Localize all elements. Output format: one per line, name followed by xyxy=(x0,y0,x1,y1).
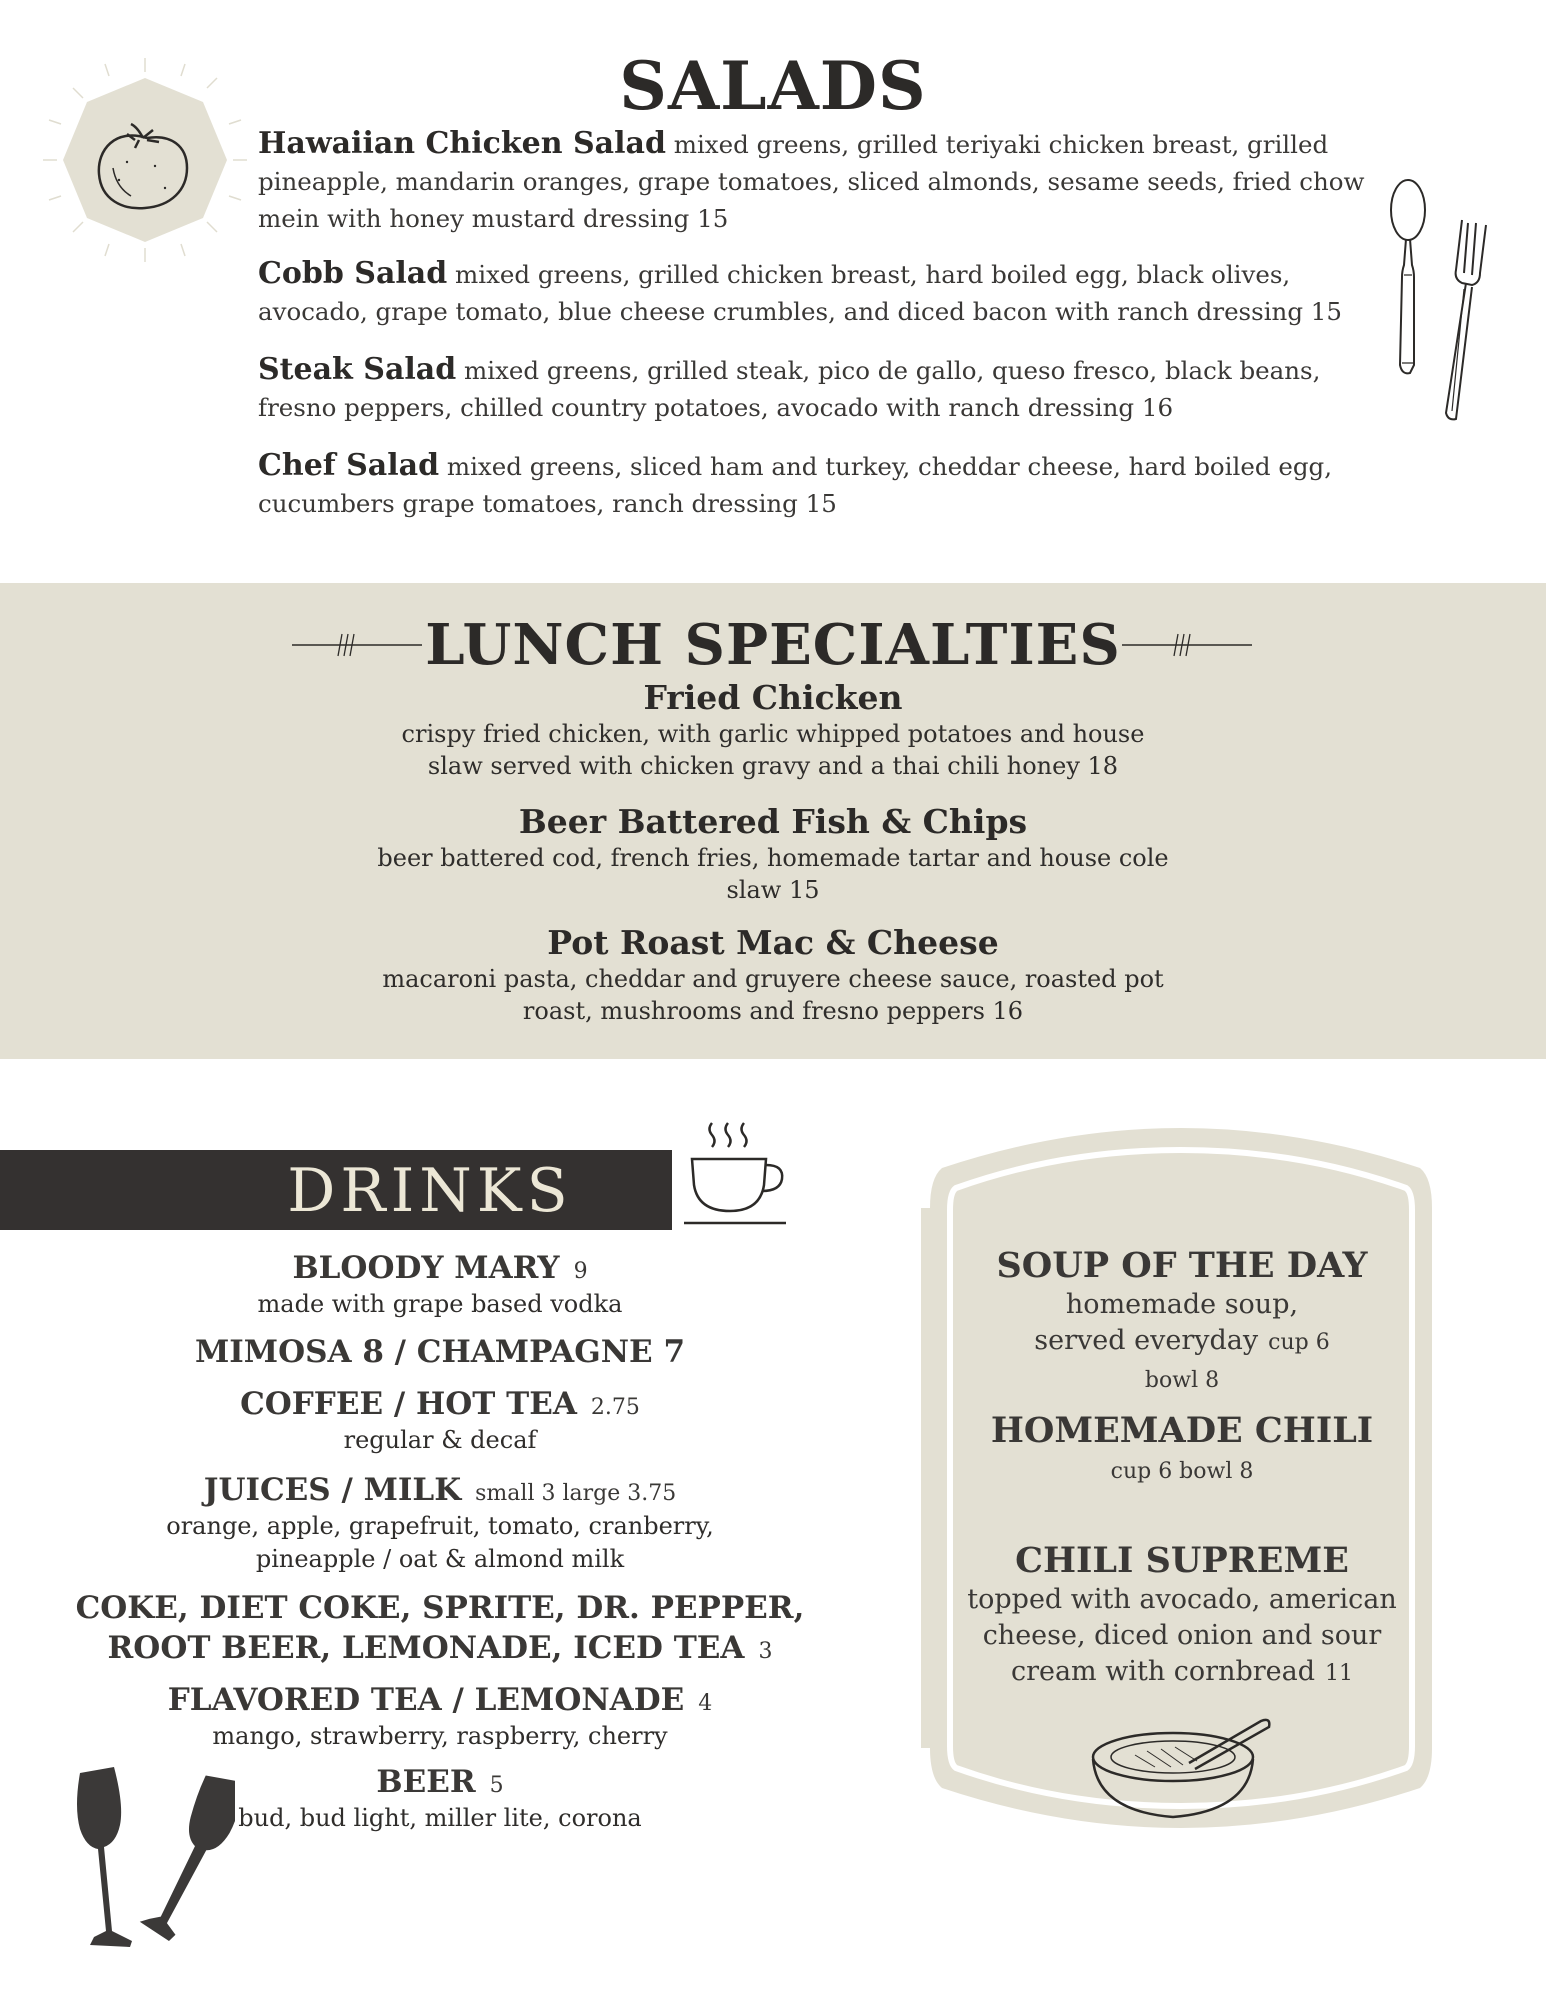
coffee-cup-icon xyxy=(682,1115,797,1230)
lunch-item-fried-chicken xyxy=(373,678,1173,782)
drink-price: 4 xyxy=(698,1691,713,1716)
drink-desc: regular & decaf xyxy=(343,1426,537,1454)
drinks-heading: DRINKS xyxy=(287,1156,573,1226)
drink-price: small 3 large 3.75 xyxy=(475,1481,677,1506)
soup-price: cup 6 bowl 8 xyxy=(1144,1330,1330,1393)
drink-desc: mango, strawberry, raspberry, cherry xyxy=(212,1722,668,1750)
lunch-name: Beer Battered Fish & Chips xyxy=(518,802,1028,841)
lunch-desc: beer battered cod, french fries, homemade tartar and house cole slaw 15 xyxy=(377,844,1169,904)
soup-name: SOUP OF THE DAY xyxy=(996,1245,1368,1286)
soup-desc: homemade soup, served everyday xyxy=(1034,1289,1299,1356)
salad-name: Hawaiian Chicken Salad xyxy=(258,126,666,161)
lunch-name: Fried Chicken xyxy=(643,678,903,717)
drink-item-juices xyxy=(70,1470,810,1576)
drink-item-sodas xyxy=(60,1588,820,1668)
drink-name: FLAVORED TEA / LEMONADE xyxy=(167,1682,685,1718)
drink-name: COFFEE / HOT TEA xyxy=(240,1386,577,1422)
spoon-fork-icon xyxy=(1380,175,1500,425)
lunch-item-fish-chips xyxy=(373,802,1173,906)
salad-name: Cobb Salad xyxy=(258,256,448,291)
soup-item-soup-of-day xyxy=(962,1245,1402,1399)
champagne-glasses-icon xyxy=(50,1765,235,1965)
lunch-name: Pot Roast Mac & Cheese xyxy=(547,923,999,962)
soup-item-chili-supreme xyxy=(952,1540,1412,1692)
drink-desc: made with grape based vodka xyxy=(257,1290,623,1318)
soup-name: CHILI SUPREME xyxy=(1015,1540,1349,1581)
salad-name: Steak Salad xyxy=(258,352,457,387)
drink-item-flavored-tea xyxy=(70,1680,810,1753)
drink-name: COKE, DIET COKE, SPRITE, DR. PEPPER, ROOT BEER, LEMONADE, ICED TEA xyxy=(75,1590,805,1666)
salad-item-hawaiian xyxy=(258,125,1368,237)
soup-name: HOMEMADE CHILI xyxy=(990,1410,1374,1451)
salad-desc: mixed greens, grilled chicken breast, hard boiled egg, black olives, avocado, grape tomato, blue cheese crumbles, and diced bacon with ranch dressing 15 xyxy=(258,260,1342,326)
drink-desc: bud, bud light, miller lite, corona xyxy=(238,1804,642,1832)
lunch-desc: crispy fried chicken, with garlic whipped potatoes and house slaw served with chicken gravy and a thai chili honey 18 xyxy=(401,720,1145,780)
lunch-item-pot-roast xyxy=(373,923,1173,1027)
lunch-desc: macaroni pasta, cheddar and gruyere cheese sauce, roasted pot roast, mushrooms and fresno peppers 16 xyxy=(382,965,1164,1025)
lunch-specialties-heading: LUNCH SPECIALTIES xyxy=(425,612,1121,678)
soup-bowl-icon xyxy=(1085,1715,1285,1825)
soup-desc: topped with avocado, american cheese, diced onion and sour cream with cornbread xyxy=(967,1584,1397,1687)
salad-desc: mixed greens, grilled teriyaki chicken breast, grilled pineapple, mandarin oranges, grape tomatoes, sliced almonds, sesame seeds, fried chow mein with honey mustard dressing 15 xyxy=(258,130,1365,233)
salads-heading: SALADS xyxy=(619,47,927,125)
drink-item-bloody-mary xyxy=(70,1248,810,1321)
drink-item-mimosa xyxy=(70,1332,810,1372)
drink-price: 5 xyxy=(489,1773,504,1798)
drink-name: BEER xyxy=(376,1764,476,1800)
salad-item-steak xyxy=(258,351,1368,426)
drink-desc: orange, apple, grapefruit, tomato, cranberry, pineapple / oat & almond milk xyxy=(166,1512,714,1573)
drink-price: 9 xyxy=(573,1259,588,1284)
drink-name: MIMOSA 8 / CHAMPAGNE 7 xyxy=(194,1334,686,1370)
drink-price: 3 xyxy=(758,1639,773,1664)
soup-price: 11 xyxy=(1325,1661,1354,1686)
drink-name: JUICES / MILK xyxy=(203,1472,462,1508)
salad-desc: mixed greens, grilled steak, pico de gallo, queso fresco, black beans, fresno peppers, chilled country potatoes, avocado with ranch dressing 16 xyxy=(258,356,1321,422)
salad-name: Chef Salad xyxy=(258,448,440,483)
salad-desc: mixed greens, sliced ham and turkey, cheddar cheese, hard boiled egg, cucumbers grape tomatoes, ranch dressing 15 xyxy=(258,452,1332,518)
drink-price: 2.75 xyxy=(590,1395,640,1420)
soup-item-homemade-chili xyxy=(962,1410,1402,1490)
drink-name: BLOODY MARY xyxy=(292,1250,560,1286)
salad-item-chef xyxy=(258,447,1368,522)
soup-price: cup 6 bowl 8 xyxy=(1110,1459,1254,1484)
salad-item-cobb xyxy=(258,255,1368,330)
drink-item-coffee xyxy=(70,1384,810,1457)
